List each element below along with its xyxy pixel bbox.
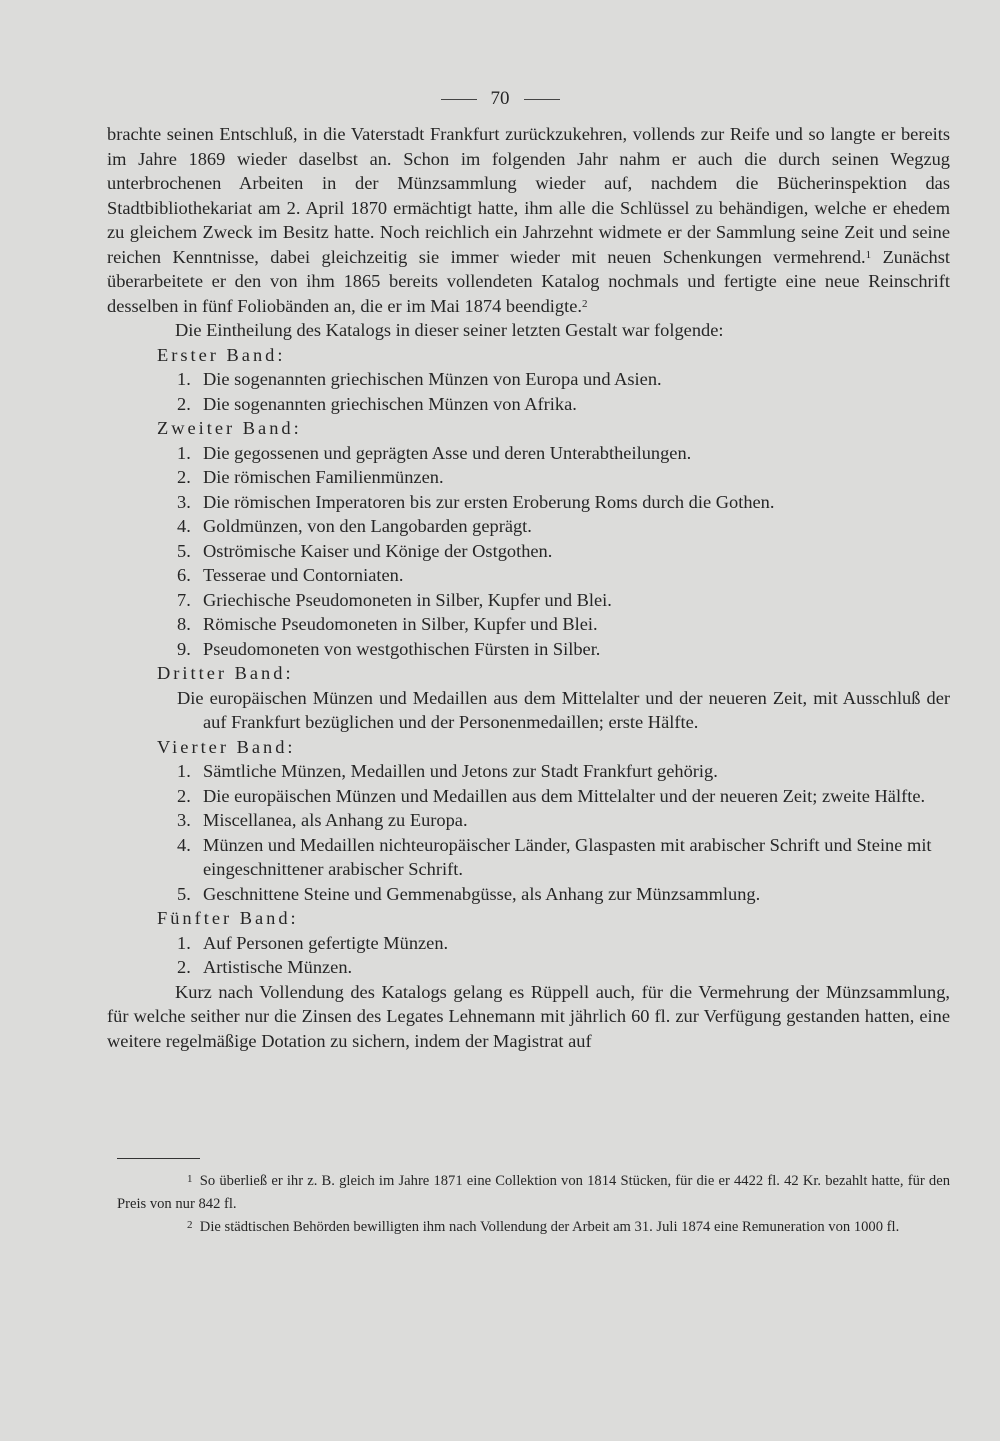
item-number: 9.	[177, 638, 191, 659]
footnote-mark: 2	[187, 1219, 193, 1231]
item-text: Die sogenannten griechischen Münzen von Europa und Asien.	[203, 369, 662, 389]
list-item	[177, 882, 950, 907]
item-number: 4.	[177, 516, 191, 536]
footnote	[117, 1216, 950, 1239]
item-number: 7.	[177, 589, 191, 610]
paragraph-3: Kurz nach Vollendung des Katalogs gelang es Rüppell auch, für die Vermehrung der Münzsammlung, für welche seither nur die Zinsen des Legates Lehnemann mit jährlich 60 fl. zur Verfügung gestanden hatten, eine weitere regelmäßige Dotation zu sichern, indem der Magistrat auf	[107, 981, 950, 1051]
list-item	[177, 392, 950, 417]
band1-list	[107, 367, 950, 416]
item-number: 2.	[177, 393, 191, 414]
footnote-text: Die städtischen Behörden bewilligten ihm nach Vollendung der Arbeit am 31. Juli 1874 eine Remuneration von 1000 fl.	[199, 1219, 900, 1235]
item-number: 3.	[177, 810, 191, 830]
item-number: 2.	[177, 785, 191, 806]
paragraph-1	[107, 122, 950, 318]
footnote-rule	[117, 1158, 200, 1159]
band4-heading: Vierter Band:	[157, 736, 296, 757]
item-number: 1.	[177, 761, 191, 781]
item-text: Die römischen Imperatoren bis zur ersten Eroberung Roms durch die Gothen.	[203, 491, 775, 512]
list-item	[177, 514, 950, 539]
item-text: Römische Pseudomoneten in Silber, Kupfer und Blei.	[203, 614, 598, 634]
item-text: Auf Personen gefertigte Münzen.	[203, 932, 449, 953]
item-number: 8.	[177, 614, 191, 634]
item-text: Griechische Pseudomoneten in Silber, Kupfer und Blei.	[203, 589, 612, 610]
band5-list	[107, 931, 950, 980]
dash-right	[524, 99, 560, 100]
list-item	[177, 637, 950, 662]
item-number: 2.	[177, 467, 191, 487]
list-item	[177, 563, 950, 588]
list-item	[177, 612, 950, 637]
item-text: Die römischen Familienmünzen.	[203, 467, 444, 487]
item-number: 2.	[177, 957, 191, 977]
item-number: 1.	[177, 369, 191, 389]
list-item	[177, 588, 950, 613]
item-text: Die gegossenen und geprägten Asse und deren Unterabtheilungen.	[203, 442, 692, 463]
paragraph-2: Die Eintheilung des Katalogs in dieser seiner letzten Gestalt war folgende:	[175, 320, 724, 340]
item-text: Miscellanea, als Anhang zu Europa.	[203, 810, 468, 830]
band2-list	[107, 441, 950, 662]
list-item	[177, 465, 950, 490]
page-number: 70	[490, 88, 510, 109]
list-item	[177, 539, 950, 564]
footnote-text: So überließ er ihr z. B. gleich im Jahre 1871 eine Collektion von 1814 Stücken, für die er 4422 fl. 42 Kr. bezahlt hatte, für den Preis von nur 842 fl.	[117, 1173, 950, 1212]
list-item	[177, 833, 950, 882]
item-number: 1.	[177, 932, 191, 953]
item-text: Die europäischen Münzen und Medaillen aus dem Mittelalter und der neueren Zeit; zweite Hälfte.	[203, 785, 926, 806]
footnote	[117, 1170, 950, 1216]
footnote-ref-2: 2	[581, 297, 588, 310]
item-text: Sämtliche Münzen, Medaillen und Jetons zur Stadt Frankfurt gehörig.	[203, 761, 718, 781]
paragraph-1b-text: Zunächst überarbeitete er den von ihm 1865 bereits vollendeten Katalog nochmals und fertigte eine neue Reinschrift desselben in fünf Foliobänden an, die er im Mai 1874 beendigte.	[107, 246, 950, 316]
list-item	[177, 955, 950, 980]
item-number: 1.	[177, 442, 191, 463]
item-text: Goldmünzen, von den Langobarden geprägt.	[203, 516, 532, 536]
item-text: Die sogenannten griechischen Münzen von Afrika.	[203, 393, 577, 414]
list-item	[177, 784, 950, 809]
item-number: 5.	[177, 540, 191, 561]
footnote-mark: 1	[187, 1173, 193, 1185]
item-text: Oströmische Kaiser und Könige der Ostgothen.	[203, 540, 553, 561]
item-text: Geschnittene Steine und Gemmenabgüsse, als Anhang zur Münzsammlung.	[203, 883, 761, 904]
footnotes	[117, 1170, 950, 1239]
item-number: 3.	[177, 491, 191, 512]
list-item	[177, 931, 950, 956]
item-number: 6.	[177, 565, 191, 585]
page-number-line	[0, 88, 1000, 110]
list-item	[177, 441, 950, 466]
item-text: Münzen und Medaillen nichteuropäischer Länder, Glaspasten mit arabischer Schrift und Steine mit eingeschnittener arabischer Schrift.	[203, 834, 932, 879]
body-text	[107, 122, 950, 1053]
item-number: 4.	[177, 834, 191, 855]
item-text: Artistische Münzen.	[203, 957, 353, 977]
list-item	[177, 367, 950, 392]
band4-list	[107, 759, 950, 906]
item-text: Pseudomoneten von westgothischen Fürsten in Silber.	[203, 638, 601, 659]
paragraph-1-text: brachte seinen Entschluß, in die Vaterstadt Frankfurt zurückzukehren, vollends zur Reife und so langte er bereits im Jahre 1869 wieder daselbst an. Schon im folgenden Jahr nahm er auch die durch seinen Wegzug unterbrochenen Arbeiten in der Münzsammlung wieder auf, nachdem die Bücherinspektion das Stadtbibliothekariat am 2. April 1870 ermächtigt hatte, ihm alle die Schlüssel zu behändigen, welche er ehedem zu gleichem Zweck im Besitz hatte. Noch reichlich ein Jahrzehnt widmete er der Sammlung seine Zeit und seine reichen Kenntnisse, dabei gleichzeitig sie immer wieder mit neuen Schenkungen vermehrend.	[107, 124, 950, 267]
dash-left	[441, 99, 477, 100]
band3-heading: Dritter Band:	[157, 663, 294, 683]
list-item	[177, 490, 950, 515]
band3-text: Die europäischen Münzen und Medaillen aus dem Mittelalter und der neueren Zeit, mit Ausschluß der auf Frankfurt bezüglichen und der Personenmedaillen; erste Hälfte.	[177, 687, 950, 732]
list-item	[177, 759, 950, 784]
band5-heading: Fünfter Band:	[157, 908, 299, 928]
item-number: 5.	[177, 883, 191, 904]
list-item	[177, 808, 950, 833]
footnote-ref-1: 1	[865, 248, 872, 261]
item-text: Tesserae und Contorniaten.	[203, 565, 404, 585]
band1-heading: Erster Band:	[157, 344, 286, 365]
band2-heading: Zweiter Band:	[157, 418, 302, 438]
